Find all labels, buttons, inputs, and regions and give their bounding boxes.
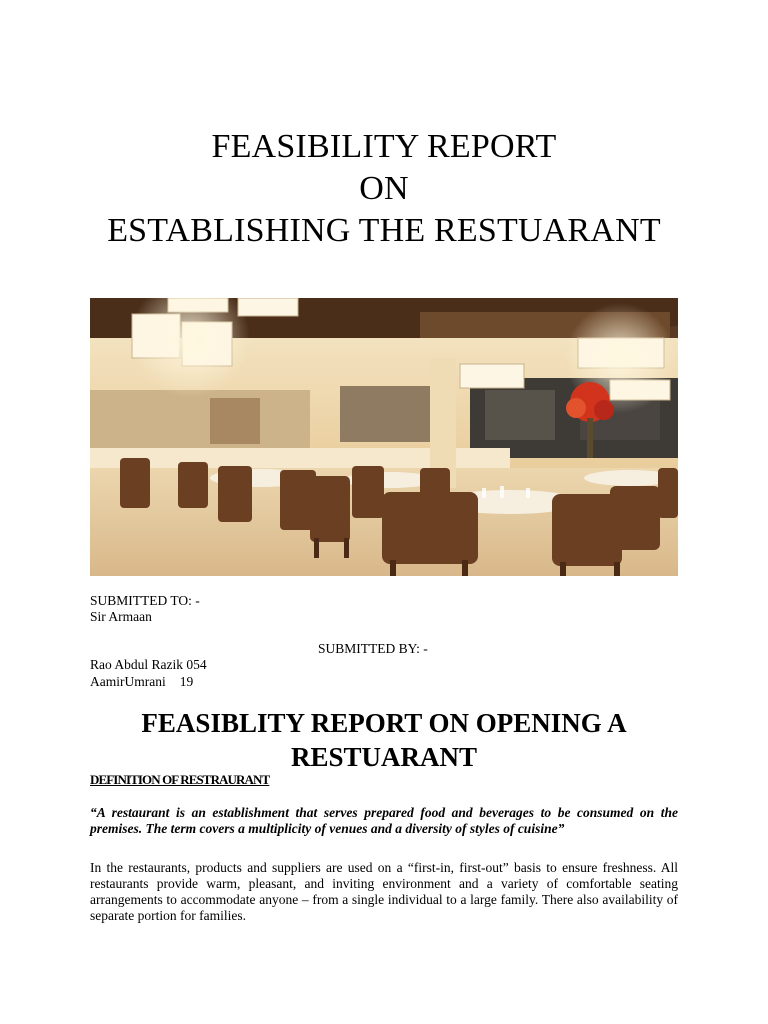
member-name: Rao Abdul Razik	[90, 657, 183, 672]
cover-title-line-1: FEASIBILITY REPORT	[211, 128, 557, 165]
member-name: AamirUmrani	[90, 674, 166, 689]
team-member	[90, 674, 193, 690]
cover-title-line-2: ON	[359, 170, 409, 207]
submitted-to-name: Sir Armaan	[90, 609, 152, 624]
submitted-to-label: SUBMITTED TO: -	[90, 593, 200, 608]
definition-quote: “A restaurant is an establishment that serves prepared food and beverages to be consumed on the premises. The term covers a multiplicity of venues and a diversity of styles of cuisine”	[90, 805, 678, 836]
submitted-by-label: SUBMITTED BY: -	[318, 641, 428, 656]
cover-title-line-3: ESTABLISHING THE RESTUARANT	[107, 212, 661, 249]
definition-heading: DEFINITION OF RESTRAURANT	[90, 772, 270, 787]
cover-title	[60, 126, 708, 252]
report-heading: FEASIBLITY REPORT ON OPENING A RESTUARANT	[141, 708, 627, 772]
body-paragraph: In the restaurants, products and suppliers are used on a “first-in, first-out” basis to ensure freshness. All restaurants provide warm, pleasant, and inviting environment and a variety of comfortable seating arrangements to accommodate anyone – from a single individual to a large family. There also availability of separate portion for families.	[90, 860, 678, 923]
restaurant-interior-image	[90, 298, 678, 576]
member-roll: 19	[179, 674, 194, 689]
member-roll: 054	[186, 657, 207, 672]
team-member	[90, 657, 207, 673]
